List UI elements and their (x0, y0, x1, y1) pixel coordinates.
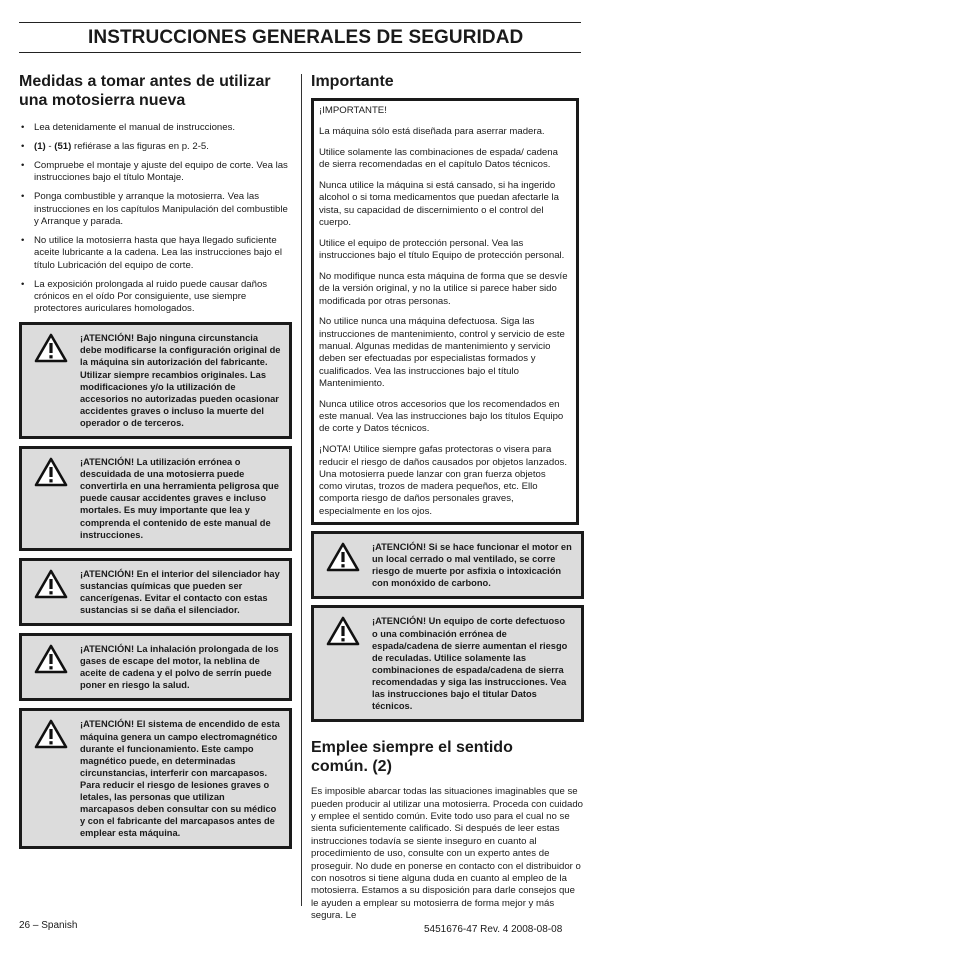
warning-text: ¡ATENCIÓN! La inhalación prolongada de los gases de escape del motor, la neblina de aceite de cadena y el polvo de serrín puede poner en riesgo la salud. (80, 644, 279, 691)
section-heading-common-sense: Emplee siempre el sentido común. (2) (311, 739, 513, 776)
warning-box (19, 633, 292, 701)
common-sense-paragraph: Es imposible abarcar todas las situaciones imaginables que se pueden producir al utilizar una motosierra. Proceda con cuidado y emplee el sentido común. Evite todo uso para el cual no se sienta suficientemente calificado. Si después de leer estas instrucciones todavía se siente inseguro en cuanto al procedimiento de uso, consulte con un experto antes de proseguir. No dude en ponerse en contacto con el distribuidor o con nosotros si tiene alguna duda en cuanto al empleo de la motosierra. Estamos a su disposición para darle consejos que le ayuden a emplear su motosierra de forma mejor y más segura. Le (311, 786, 583, 922)
important-item: Nunca utilice otros accesorios que los recomendados en este manual. Vea las instrucciones bajo los títulos Equipo de corte y Datos técnicos. (319, 398, 564, 435)
warning-triangle-icon (34, 569, 68, 599)
section-heading-important: Importante (311, 73, 394, 90)
left-column (19, 72, 292, 849)
important-item: Utilice el equipo de protección personal. Vea las instrucciones bajo el título Equipo de protección personal. (319, 237, 565, 262)
warning-text: ¡ATENCIÓN! Un equipo de corte defectuoso o una combinación errónea de espada/cadena de sierre aumentan el riesgo de reculadas. Utilice solamente las combinaciones de espada/cadena de sierra recomendadas y siga las instrucciones. Vea las instrucciones bajo el titular Datos técnicos. (372, 616, 568, 712)
warning-text: ¡ATENCIÓN! Si se hace funcionar el motor en un local cerrado o mal ventilado, se corre riesgo de muerte por asfixia o intoxicación con monóxido de carbono. (372, 542, 572, 589)
warning-triangle-icon (326, 542, 360, 572)
warning-triangle-icon (34, 719, 68, 749)
list-item: • La exposición prolongada al ruido puede causar daños crónicos en el oído Por consiguiente, use siempre protectores auriculares homologados. (19, 279, 292, 316)
warning-box (19, 708, 292, 849)
warning-triangle-icon (34, 333, 68, 363)
important-note: ¡NOTA! Utilice siempre gafas protectoras o visera para reducir el riesgo de daños causados por objetos lanzados. Una motosierra puede lanzar con gran fuerza objetos como virutas, trozos de madera pequeños, etc. Ello comporta riesgo de daños personales graves, especialmente en los ojos. (319, 444, 567, 517)
important-item: Nunca utilice la máquina si está cansado, si ha ingerido alcohol o si toma medicamentos que puedan afectarle la vista, su capacidad de discernimiento o el control del cuerpo. (319, 179, 559, 228)
important-label: ¡IMPORTANTE! (319, 105, 387, 116)
important-item: Utilice solamente las combinaciones de espada/ cadena de sierra recomendadas en el capítulo Datos técnicos. (319, 146, 558, 171)
warning-text: ¡ATENCIÓN! La utilización errónea o descuidada de una motosierra puede convertirla en una herramienta peligrosa que puede causar accidentes graves e incluso mortales. Es muy importante que lea y comprenda el contenido de este manual de instrucciones. (80, 457, 279, 540)
warning-box (311, 531, 584, 599)
important-item: La máquina sólo está diseñada para aserrar madera. (319, 125, 545, 137)
bullet-list (19, 122, 292, 316)
warning-box (19, 558, 292, 626)
right-column (311, 72, 584, 923)
page-number: 26 – Spanish (19, 920, 78, 931)
warning-text: ¡ATENCIÓN! Bajo ninguna circunstancia debe modificarse la configuración original de la máquina sin autorización del fabricante. Utilizar siempre recambios originales. Las modificaciones y/o la utilización de accesorios no autorizadas pueden ocasionar accidentes graves o incluso la muerte del operador o de terceros. (80, 333, 281, 428)
warning-text: ¡ATENCIÓN! En el interior del silenciador hay sustancias químicas que pueden ser cancerígenas. Evitar el contacto con estas sustancias si se daña el silenciador. (80, 568, 280, 615)
important-item: No utilice nunca una máquina defectuosa. Siga las instrucciones de mantenimiento, control y servicio de este manual. Algunas medidas de mantenimiento y servicio deben ser efectuadas por especialistas formados y cualificados. Vea las instrucciones bajo el título Mantenimiento. (319, 316, 565, 389)
section-heading-new-chainsaw: Medidas a tomar antes de utilizar una motosierra nueva (19, 73, 271, 109)
document-revision: 5451676-47 Rev. 4 2008-08-08 (424, 924, 563, 935)
important-box (311, 98, 579, 525)
column-divider (301, 74, 302, 906)
list-item: • Lea detenidamente el manual de instrucciones. (19, 122, 292, 134)
warning-box (311, 605, 584, 722)
list-item: • Compruebe el montaje y ajuste del equipo de corte. Vea las instrucciones bajo el título Montaje. (19, 160, 292, 185)
header-rule-top (19, 22, 581, 23)
warning-box (19, 446, 292, 551)
list-item: • (1) - (51) refiérase a las figuras en p. 2-5. (19, 141, 292, 153)
warning-triangle-icon (34, 457, 68, 487)
list-item: • Ponga combustible y arranque la motosierra. Vea las instrucciones en los capítulos Manipulación del combustible y Arranque y parada. (19, 191, 292, 228)
important-item: No modifique nunca esta máquina de forma que se desvíe de la versión original, y no la utilice si parece haber sido modificada por otras personas. (319, 270, 568, 307)
warning-text: ¡ATENCIÓN! El sistema de encendido de esta máquina genera un campo electromagnético durante el funcionamiento. Este campo magnético puede, en determinadas circunstancias, interferir con marcapasos. Para reducir el riesgo de lesiones graves o letales, las personas que utilizan marcapasos deben consultar con su médico y con el fabricante del marcapasos antes de emplear esta máquina. (80, 719, 280, 839)
header-rule-bottom (19, 52, 581, 53)
warning-box (19, 322, 292, 439)
warning-triangle-icon (326, 616, 360, 646)
page-title: INSTRUCCIONES GENERALES DE SEGURIDAD (88, 27, 524, 48)
list-item: • No utilice la motosierra hasta que haya llegado suficiente aceite lubricante a la cadena. Lea las instrucciones bajo el título Lubricación del equipo de corte. (19, 235, 292, 272)
warning-triangle-icon (34, 644, 68, 674)
